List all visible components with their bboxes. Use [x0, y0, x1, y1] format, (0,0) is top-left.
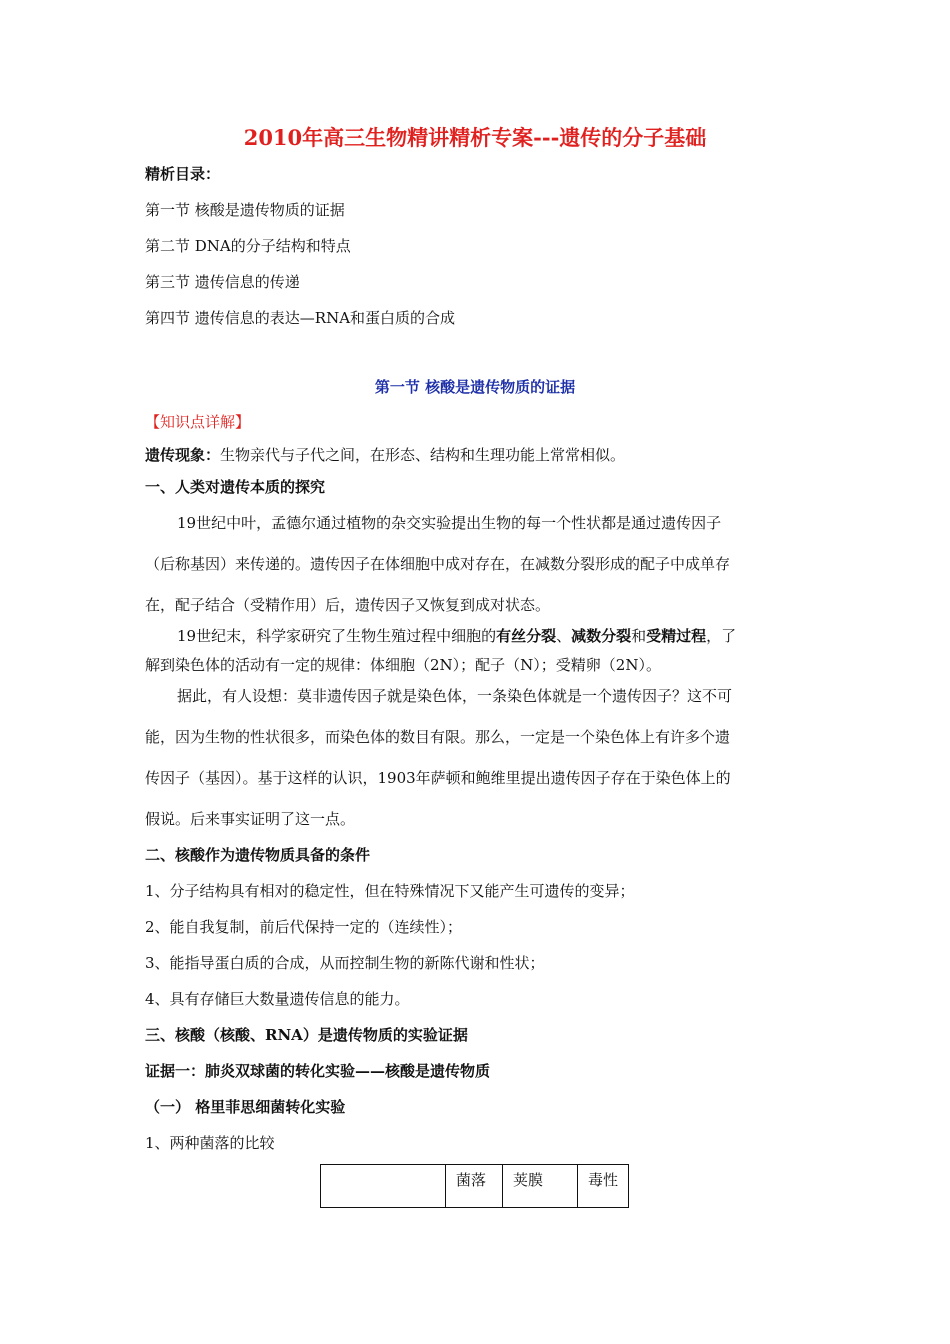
toc-item-1: 第一节 核酸是遗传物质的证据	[145, 201, 345, 219]
p3-line-1: 据此，有人设想：莫非遗传因子就是染色体，一条染色体就是一个遗传因子？这不可	[177, 687, 733, 705]
p1-line-2: （后称基因）来传递的。遗传因子在体细胞中成对存在，在减数分裂形成的配子中成单存	[145, 555, 731, 573]
p3-line-3: 传因子（基因）。基于这样的认识，1903年萨顿和鲍维里提出遗传因子存在于染色体上的	[145, 769, 731, 787]
toc-item-3: 第三节 遗传信息的传递	[145, 273, 300, 291]
evidence-1: 证据一：肺炎双球菌的转化实验——核酸是遗传物质	[145, 1062, 491, 1080]
phenomenon-label: 遗传现象：	[145, 446, 221, 464]
p1-line-3: 在，配子结合（受精作用）后，遗传因子又恢复到成对状态。	[145, 596, 551, 614]
toc-item-2: 第二节 DNA的分子结构和特点	[145, 237, 351, 255]
condition-4: 4、具有存储巨大数量遗传信息的能力。	[145, 990, 410, 1008]
p2-bold-meiosis: 减数分裂	[571, 627, 632, 645]
section-title: 第一节 核酸是遗传物质的证据	[374, 378, 576, 396]
phenomenon-line	[145, 445, 625, 465]
p2-sep-1: 、	[556, 627, 572, 645]
table-header-cell: 毒性	[578, 1165, 629, 1208]
p2-line-2: 解到染色体的活动有一定的规律：体细胞（2N）；配子（N）；受精卵（2N）。	[145, 656, 661, 674]
subheading-1: （一） 格里菲思细菌转化实验	[145, 1098, 346, 1116]
heading-3: 三、核酸（核酸、RNA）是遗传物质的实验证据	[145, 1026, 468, 1044]
condition-3: 3、能指导蛋白质的合成，从而控制生物的新陈代谢和性状；	[145, 954, 545, 972]
p1-line-1: 19世纪中叶，孟德尔通过植物的杂交实验提出生物的每一个性状都是通过遗传因子	[177, 514, 722, 532]
heading-1: 一、人类对遗传本质的探究	[145, 478, 326, 496]
p3-line-4: 假说。后来事实证明了这一点。	[145, 810, 356, 828]
table-header-cell: 荚膜	[503, 1165, 578, 1208]
condition-1: 1、分子结构具有相对的稳定性，但在特殊情况下又能产生可遗传的变异；	[145, 882, 635, 900]
colony-comparison-table	[320, 1164, 629, 1208]
p2-sep-2: 和	[631, 627, 647, 645]
p3-line-2: 能，因为生物的性状很多，而染色体的数目有限。那么，一定是一个染色体上有许多个遗	[145, 728, 731, 746]
phenomenon-text: 生物亲代与子代之间，在形态、结构和生理功能上常常相似。	[220, 446, 626, 464]
toc-item-4: 第四节 遗传信息的表达—RNA和蛋白质的合成	[145, 309, 456, 327]
p2-text-a: 19世纪末，科学家研究了生物生殖过程中细胞的	[177, 627, 497, 645]
item-1: 1、两种菌落的比较	[145, 1134, 275, 1152]
table-row	[321, 1165, 629, 1208]
table-header-cell	[321, 1165, 446, 1208]
p2-line-1	[177, 626, 736, 646]
p2-bold-fertilization: 受精过程	[646, 627, 707, 645]
document-title: 2010年高三生物精讲精析专案---遗传的分子基础	[243, 125, 707, 150]
condition-2: 2、能自我复制，前后代保持一定的（连续性）；	[145, 918, 463, 936]
heading-2: 二、核酸作为遗传物质具备的条件	[145, 846, 371, 864]
toc-heading: 精析目录：	[145, 165, 221, 183]
p2-bold-mitosis: 有丝分裂	[496, 627, 557, 645]
knowledge-tag: 【知识点详解】	[145, 413, 251, 431]
p2-text-c: ，了	[706, 627, 737, 645]
table-header-cell: 菌落	[446, 1165, 503, 1208]
